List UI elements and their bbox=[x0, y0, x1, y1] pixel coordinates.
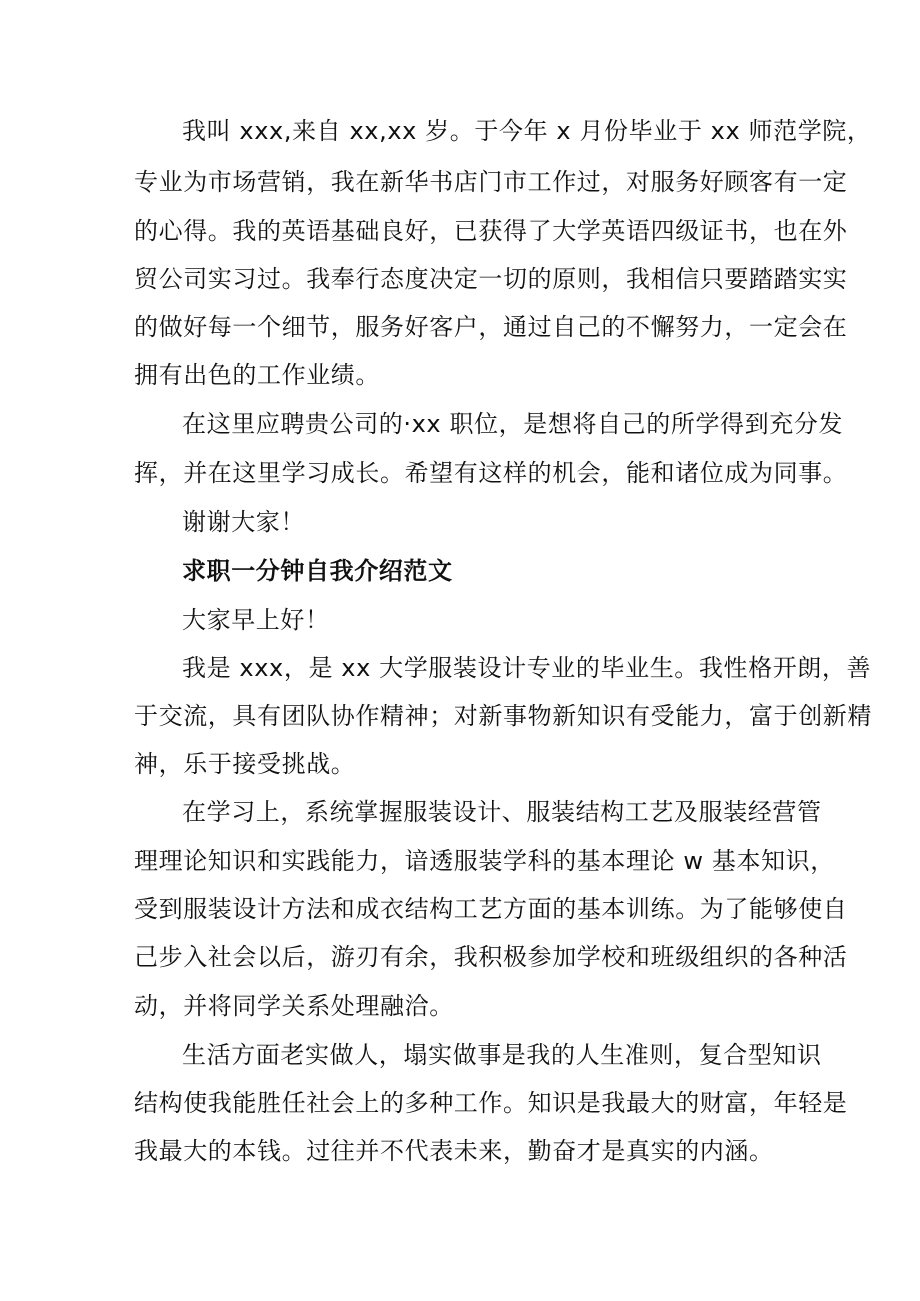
greeting-line: 大家早上好！ bbox=[182, 606, 330, 634]
paragraph-3-line-1: 我是 xxx，是 xx 大学服装设计专业的毕业生。我性格开朗，善 bbox=[182, 654, 872, 682]
paragraph-4-line-4: 己步入社会以后，游刃有余，我积极参加学校和班级组织的各种活 bbox=[134, 943, 848, 971]
paragraph-4-line-5: 动，并将同学关系处理融洽。 bbox=[134, 992, 454, 1020]
paragraph-2-line-2: 挥，并在这里学习成长。希望有这样的机会，能和诸位成为同事。 bbox=[134, 459, 848, 487]
section-heading: 求职一分钟自我介绍范文 bbox=[182, 557, 453, 585]
paragraph-2-line-1: 在这里应聘贵公司的·xx 职位，是想将自己的所学得到充分发 bbox=[182, 410, 844, 438]
paragraph-4-line-2: 理理论知识和实践能力，谙透服装学科的基本理论 w 基本知识， bbox=[134, 847, 835, 875]
paragraph-5-line-3: 我最大的本钱。过往并不代表未来，勤奋才是真实的内涵。 bbox=[134, 1137, 774, 1165]
paragraph-1-line-4: 贸公司实习过。我奉行态度决定一切的原则，我相信只要踏踏实实 bbox=[134, 265, 848, 293]
paragraph-3-line-3: 神，乐于接受挑战。 bbox=[134, 750, 356, 778]
paragraph-1-line-6: 拥有出色的工作业绩。 bbox=[134, 361, 380, 389]
paragraph-3-line-2: 于交流，具有团队协作精神；对新事物新知识有受能力，富于创新精 bbox=[134, 702, 872, 730]
paragraph-4-line-1: 在学习上，系统掌握服装设计、服装结构工艺及服装经营管 bbox=[182, 798, 822, 826]
paragraph-4-line-3: 受到服装设计方法和成衣结构工艺方面的基本训练。为了能够使自 bbox=[134, 895, 848, 923]
paragraph-1-line-5: 的做好每一个细节，服务好客户，通过自己的不懈努力，一定会在 bbox=[134, 313, 848, 341]
thanks-line: 谢谢大家！ bbox=[182, 508, 305, 536]
paragraph-5-line-2: 结构使我能胜任社会上的多种工作。知识是我最大的财富，年轻是 bbox=[134, 1089, 848, 1117]
paragraph-1-line-3: 的心得。我的英语基础良好，已获得了大学英语四级证书，也在外 bbox=[134, 217, 848, 245]
paragraph-1-line-2: 专业为市场营销，我在新华书店门市工作过，对服务好顾客有一定 bbox=[134, 168, 848, 196]
paragraph-5-line-1: 生活方面老实做人，塌实做事是我的人生准则，复合型知识 bbox=[182, 1041, 822, 1069]
paragraph-1-line-1: 我叫 xxx,来自 xx,xx 岁。于今年 x 月份毕业于 xx 师范学院， bbox=[182, 117, 872, 145]
